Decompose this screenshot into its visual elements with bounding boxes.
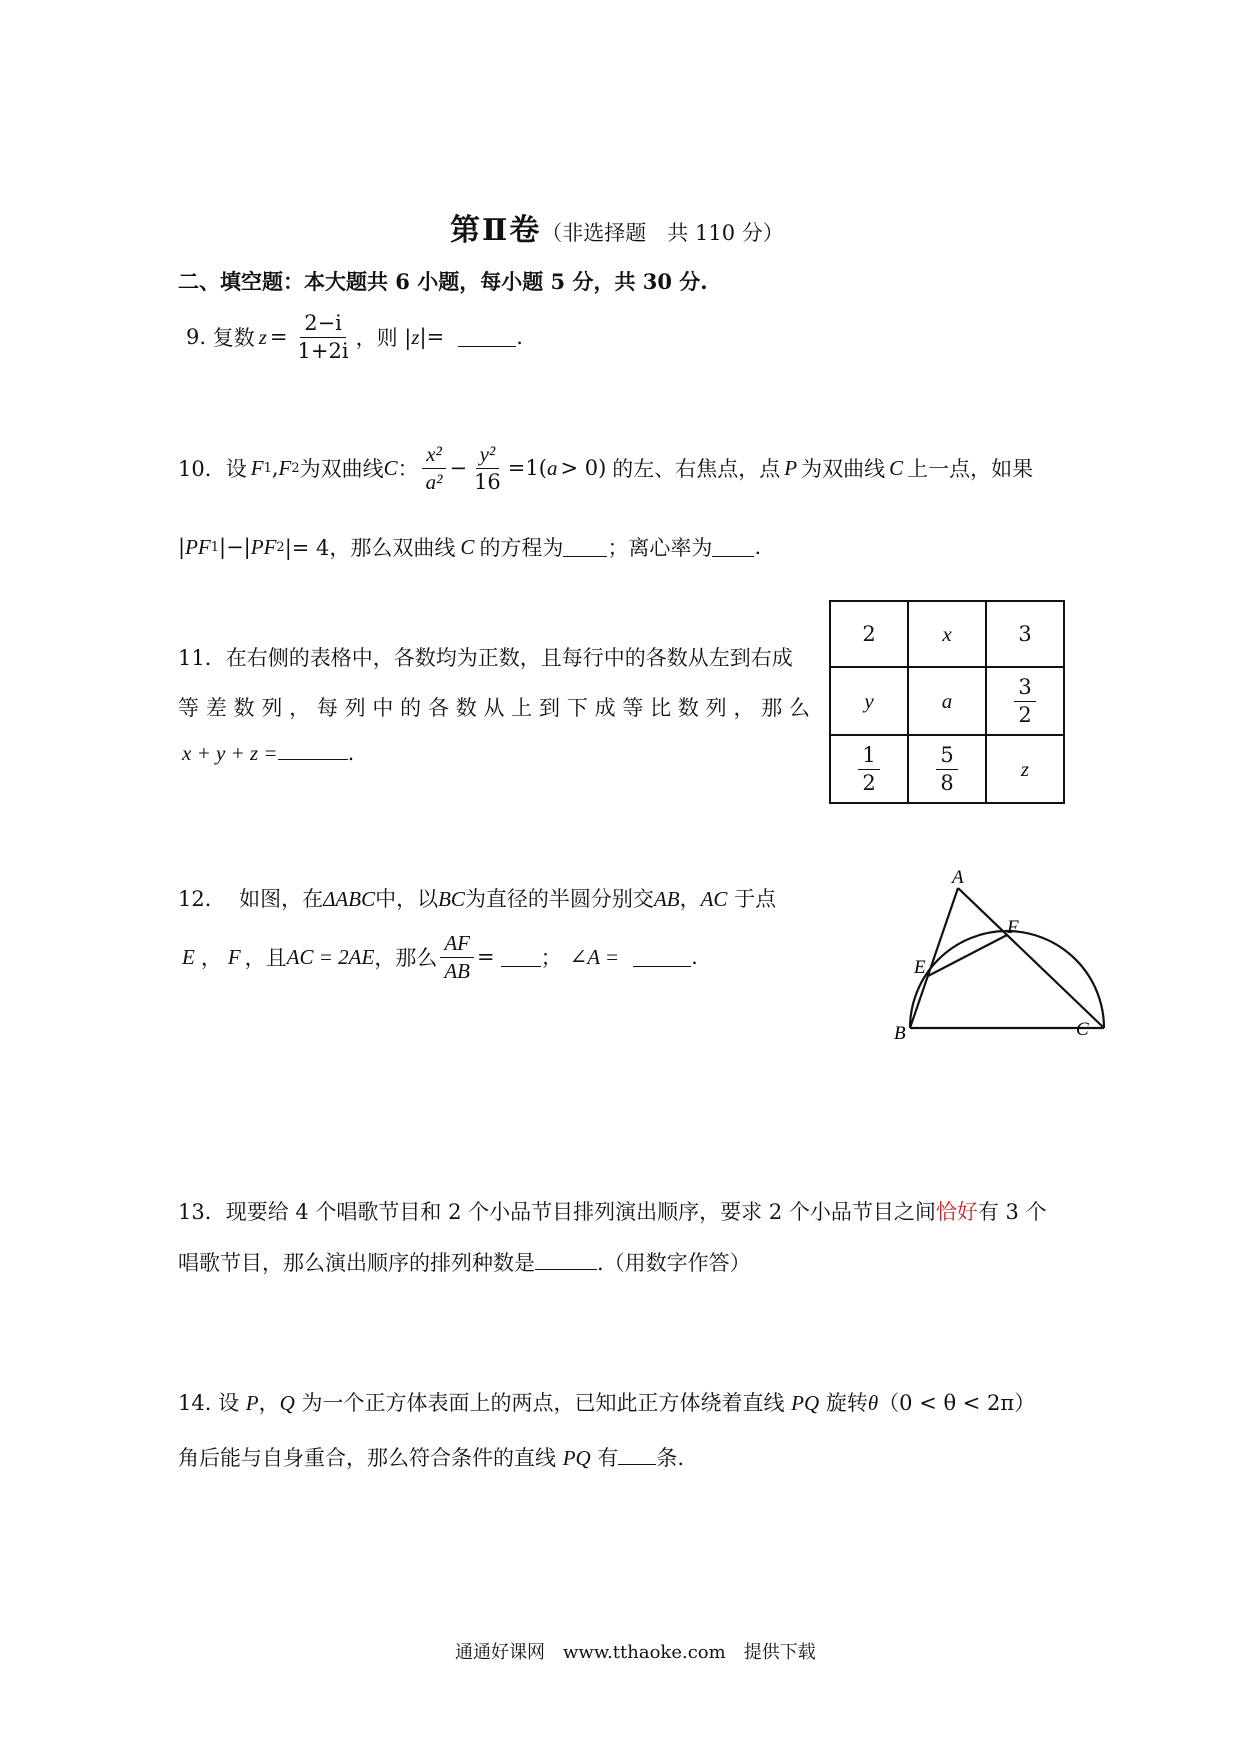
q10-p: P — [784, 455, 798, 480]
q10-c: C — [383, 455, 398, 480]
question-12 — [178, 883, 776, 913]
q12-tri: ΔABC — [323, 887, 376, 911]
q10-number: 10． — [178, 457, 226, 481]
q12-frac-den: AB — [444, 958, 470, 983]
q13-line1-a: 13．现要给 4 个唱歌节目和 2 个小品节目排列演出顺序，要求 2 个小品节目之间 — [178, 1200, 936, 1224]
q12-angle: ∠A = — [569, 944, 620, 969]
question-13 — [178, 1196, 1047, 1226]
q10-gt: > 0) — [560, 456, 607, 480]
q10-l2-d: 的方程为 — [479, 536, 564, 560]
q12-figure — [880, 867, 1089, 1048]
q12-f: F — [227, 944, 241, 969]
q14-q: Q — [279, 1391, 295, 1415]
q10-f1-sub: 1 — [263, 460, 272, 476]
q12-comma: ， — [679, 887, 701, 911]
q14-line1-c: 旋转 — [825, 1391, 868, 1415]
q10-a: a — [546, 455, 558, 480]
q11-cell-r1c3: 3 — [986, 601, 1064, 667]
q14-comma: ， — [258, 1391, 280, 1415]
question-10-line2 — [178, 532, 761, 562]
q12-text-a: 如图，在 — [239, 887, 324, 911]
q10-l2-e: ；离心率为 — [607, 536, 713, 560]
q10-text-b: 为双曲线 — [299, 457, 384, 481]
section-heading: 二、填空题：本大题共 6 小题，每小题 5 分，共 30 分. — [178, 269, 708, 294]
q14-line2-c: 条. — [656, 1446, 685, 1470]
q11-line2: 等差数列，每列中的各数从上到下成等比数列，那么 — [178, 696, 810, 720]
q12-frac-num: AF — [440, 933, 474, 958]
q12-sep: ， — [200, 946, 222, 970]
q10-frac-x — [422, 441, 447, 494]
q10-frac-y — [470, 441, 505, 494]
q13-line1-b: 有 3 个 — [977, 1200, 1047, 1224]
q10-frac1-num: x² — [422, 444, 446, 469]
q11-answer-blank[interactable] — [278, 741, 348, 760]
q12-answer-blank-1[interactable] — [501, 948, 541, 967]
q12-l2-b: ，那么 — [374, 946, 438, 970]
q12-e: E — [182, 944, 195, 969]
q12-cond: AC = 2AE — [286, 944, 375, 969]
q12-number: 12． — [178, 887, 226, 911]
q10-f2: F — [278, 455, 292, 480]
title-main: 第Ⅱ卷 — [450, 213, 542, 248]
q11-line3 — [182, 741, 354, 766]
q13-line2-b: .（用数字作答） — [597, 1251, 751, 1275]
q11-cell-r2c3 — [986, 667, 1064, 735]
q14-line2-a: 角后能与自身重合，那么符合条件的直线 — [178, 1446, 556, 1470]
q12-eq: = — [476, 945, 495, 969]
q14-line1-b: 为一个正方体表面上的两点，已知此正方体绕着直线 — [301, 1391, 785, 1415]
q11-cell-r1c1: 2 — [830, 601, 908, 667]
q12-text-d: 于点 — [734, 887, 777, 911]
q10-pf1-sub: 1 — [210, 539, 220, 555]
q10-l2-c: |= 4，那么双曲线 — [284, 536, 456, 560]
q10-minus: − — [449, 456, 468, 480]
page-title — [450, 205, 784, 249]
q14-line2-b: 有 — [597, 1446, 619, 1470]
question-13-line2 — [178, 1247, 751, 1277]
q12-ab: AB — [653, 887, 680, 911]
q10-colon: ： — [397, 457, 419, 481]
question-14 — [178, 1387, 1035, 1417]
q12-fraction — [440, 930, 474, 983]
q14-pq2: PQ — [562, 1446, 591, 1470]
q10-frac1-den: a² — [425, 469, 443, 494]
footer-credit: 通通好课网 www.tthaoke.com 提供下载 — [455, 1642, 816, 1663]
q11-cell-r2c1: y — [830, 667, 908, 735]
q11-r3c2-num: 5 — [936, 745, 957, 770]
q9-frac-den: 1+2i — [297, 338, 349, 363]
q12-label-e: E — [914, 957, 926, 978]
question-14-line2 — [178, 1442, 684, 1472]
q12-l2-c: ； — [540, 946, 562, 970]
q11-table — [829, 600, 1065, 804]
q9-var-z2: z — [411, 324, 420, 349]
question-9 — [186, 302, 523, 372]
q12-bc: BC — [438, 887, 465, 911]
q9-fraction — [294, 310, 353, 363]
q11-cell-r3c3: z — [986, 735, 1064, 803]
q12-label-f: F — [1007, 917, 1019, 938]
q12-label-b: B — [894, 1023, 906, 1044]
q9-end: . — [516, 325, 523, 349]
q11-cell-r3c2 — [908, 735, 986, 803]
q9-text-a: 复数 — [212, 326, 255, 350]
q10-pf2-sub: 2 — [276, 539, 285, 555]
q14-answer-blank[interactable] — [618, 1446, 656, 1465]
q10-frac2-num: y² — [476, 444, 500, 469]
q14-theta: θ — [867, 1391, 879, 1415]
q11-r3c1-den: 2 — [862, 770, 876, 795]
q10-f2-sub: 2 — [291, 460, 300, 476]
q9-text-c: |= — [419, 325, 445, 349]
q10-l2-a: | — [178, 535, 186, 559]
q10-end: . — [754, 535, 762, 559]
q13-line2-a: 唱歌节目，那么演出顺序的排列种数是 — [178, 1251, 535, 1275]
q10-text-a: 设 — [225, 457, 247, 481]
q11-r2c3-num: 3 — [1014, 677, 1035, 702]
q10-comma: , — [271, 456, 279, 480]
q9-eq: = — [269, 325, 288, 349]
q10-text-d: 为双曲线 — [801, 457, 886, 481]
q12-end: . — [691, 945, 698, 969]
q10-pf1: PF — [185, 534, 211, 559]
q10-answer-blank-1[interactable] — [563, 538, 607, 557]
q11-cell-r2c2: a — [908, 667, 986, 735]
q14-range: （0 < θ < 2π） — [878, 1391, 1036, 1415]
q9-answer-blank[interactable] — [458, 328, 516, 347]
q10-text-e: 上一点，如果 — [907, 457, 1034, 481]
q13-line1-red: 恰好 — [935, 1200, 978, 1224]
q10-f1: F — [250, 455, 264, 480]
q12-text-b: 中，以 — [375, 887, 439, 911]
q10-frac2-den: 16 — [474, 469, 501, 494]
q9-frac-num: 2−i — [300, 313, 346, 338]
q9-number: 9. — [186, 325, 207, 349]
q11-end: . — [347, 741, 355, 765]
q12-l2-a: ，且 — [244, 946, 287, 970]
q12-answer-blank-2[interactable] — [633, 948, 691, 967]
q10-c2: C — [889, 455, 904, 480]
q11-cell-r1c2: x — [908, 601, 986, 667]
question-10 — [178, 432, 1033, 504]
q11-line1: 11．在右侧的表格中，各数均为正数，且每行中的各数从左到右成 — [178, 646, 793, 670]
q9-text-b: ，则 | — [355, 326, 412, 350]
q10-eq: =1( — [507, 456, 547, 480]
q10-pf2: PF — [250, 534, 277, 559]
q10-c3: C — [460, 534, 475, 559]
q10-answer-blank-2[interactable] — [712, 538, 754, 557]
q11-r2c3-den: 2 — [1018, 702, 1032, 727]
q12-segment-ac — [958, 888, 1104, 1028]
q10-l2-b: |−| — [219, 535, 251, 559]
q11-expr: x + y + z = — [182, 741, 278, 765]
q10-text-c: 的左、右焦点，点 — [612, 457, 781, 481]
title-subtitle: （非选择题 共 110 分） — [541, 221, 784, 245]
q12-text-c: 为直径的半圆分别交 — [464, 887, 654, 911]
q12-label-a: A — [952, 867, 964, 888]
q11-cell-r3c1 — [830, 735, 908, 803]
q12-ac: AC — [700, 887, 728, 911]
q11-r3c2-den: 8 — [940, 770, 954, 795]
q14-p: P — [245, 1391, 259, 1415]
q9-var-z: z — [258, 324, 267, 349]
q13-answer-blank[interactable] — [535, 1251, 597, 1270]
q12-label-c: C — [1076, 1019, 1089, 1040]
question-12-line2 — [182, 922, 698, 992]
q14-pq: PQ — [791, 1391, 820, 1415]
q11-r3c1-num: 1 — [858, 745, 879, 770]
q14-line1-a: 14. 设 — [178, 1391, 240, 1415]
